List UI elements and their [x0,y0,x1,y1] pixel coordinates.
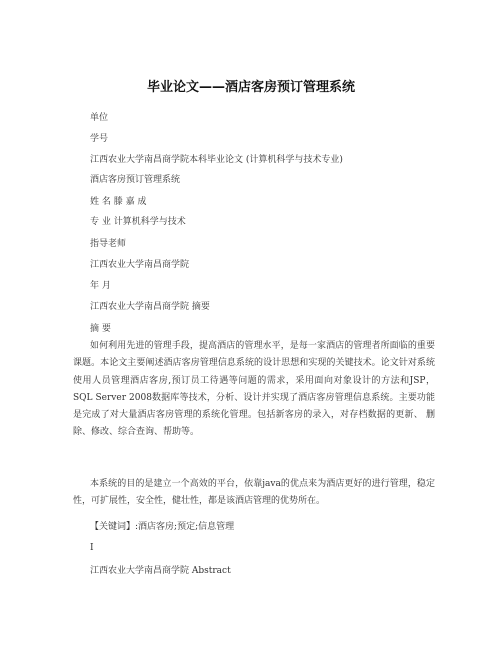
abstract-en-header: 江西农业大学南昌商学院 Abstract [90,566,231,576]
abstract-paragraph-2: 本系统的目的是建立一个高效的平台，依靠java的优点来为酒店更好的进行管理，稳定性，可扩展性，安全性，健壮性，都是该酒店管理的优势所在。 [73,479,435,507]
abstract-header: 江西农业大学南昌商学院 摘要 [90,302,210,312]
abstract-title: 摘 要 [90,324,111,334]
advisor-school: 江西农业大学南昌商学院 [90,260,190,270]
page-number-roman: I [90,543,94,553]
abstract-paragraph-1: 如何利用先进的管理手段，提高酒店的管理水平，是每一家酒店的管理者所面临的重要课题。本论文主要阐述酒店客房管理信息系统的设计思想和实现的关键技术。论文针对系统使用人员管理酒店客房,预订员工待遇等问题的需求，采用面向对象设计的方法和JSP，SQL Server 2008数据库等技术，分析、设计并实现了酒店客房管理信息系统。主要功能是完成了对大量酒店客房管理的系统化管理。包括新客房的录入，对存档数据的更新、 删除、修改、综合查询、帮助等。 [73,341,435,438]
unit-label: 单位 [90,113,109,123]
major-line: 专 业 计算机科学与技术 [90,217,186,227]
school-thesis-line: 江西农业大学南昌商学院本科毕业论文 (计算机科学与技术专业) [90,155,343,165]
document-title: 毕业论文——酒店客房预订管理系统 [146,80,355,95]
author-name: 姓 名 滕 嘉 成 [90,197,147,207]
advisor-label: 指导老师 [90,239,127,249]
date-line: 年 月 [90,281,111,291]
keywords-line: 【关键词】:酒店客房;预定;信息管理 [90,522,235,532]
student-id-label: 学号 [90,134,109,144]
thesis-topic: 酒店客房预订管理系统 [90,175,181,185]
